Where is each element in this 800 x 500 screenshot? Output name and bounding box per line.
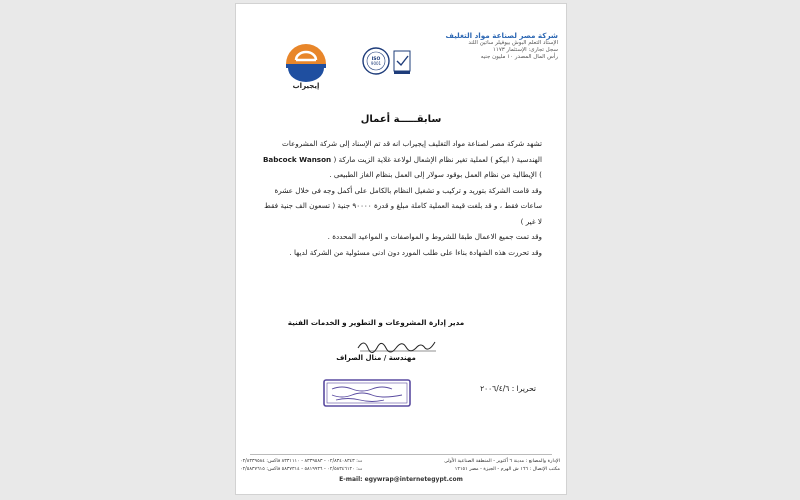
capital: رأس المال المصدر ١٠ مليون جنيه — [480, 54, 558, 60]
egywrap-logo-icon — [280, 40, 332, 84]
footer-divider — [250, 454, 552, 455]
paragraph-compliance: وقد تمت جميع الاعمال طبقا للشروط و المواصفات و المواعيد المحددة . — [327, 232, 542, 241]
footer-address — [440, 458, 560, 474]
footer-phones-1: ت: ٠٢/٨٣٤٠٨٣٤٣ - ٨٣٣٩٥٨٣ - ٨٣٣١١١٠ فاكس: ٠٢/٨٣٣٩٥٨٤ — [240, 459, 363, 464]
paragraph-installation: وقد قامت الشركة بتوريد و تركيب و تشغيل النظام بالكامل على أكمل وجه فى خلال عشرة ساعات فقط ، و قد بلغت قيمة العملية كاملة مبلغ و قدرة ٩٠٠٠٠ جنية ( تسعون الف جنية فقط لا غير ) — [264, 185, 542, 226]
paragraph-intro-end: ) الإيطالية من نظام العمل بوقود سولار إلى العمل بنظام الغاز الطبيعى . — [329, 170, 542, 179]
footer-phones — [240, 458, 430, 474]
company-tagline: الإستاد التعلم البوش بيوفيلر ساتين اللند — [468, 40, 558, 46]
svg-text:9001: 9001 — [370, 61, 382, 66]
iso-certification-icon — [362, 44, 414, 78]
brand-name: Babcock Wanson — [262, 154, 332, 164]
document-page — [236, 4, 566, 494]
svg-text:ISO: ISO — [371, 57, 381, 62]
company-stamp-icon — [322, 378, 412, 408]
company-name: شركة مصر لصناعة مواد التغليف — [445, 31, 558, 40]
signatory-name: مهندسة / منال الصراف — [336, 354, 416, 362]
issue-date: تحريرا : ٢٠٠٦/٤/٦ — [480, 384, 536, 393]
paragraph-intro — [260, 136, 542, 183]
footer-address-2: مكتب الإتصال : ١٦٦ ش الهرم - الجيزة - مصر ١٢١٥١ — [454, 467, 560, 472]
document-title: سابقـــــة أعمال — [360, 114, 442, 125]
paragraph-intro-text: تشهد شركة مصر لصناعة مواد التغليف إيجيراب انه قد تم الإسناد إلى شركة المشروعات الهندسية ( ابيكو ) لعملية تغير نظام الإشعال لولاعة غلاية الزيت ماركة ( — [282, 139, 542, 164]
footer-address-1: الإدارة والمصانع : مدينة ٦ أكتوبر - المنطقة الصناعية الأولى — [444, 459, 560, 464]
logo-text: إيجيراب — [292, 82, 320, 90]
paragraph-disclaimer: وقد تحررت هذه الشهادة بناءا على طلب المورد دون ادنى مسئولية من الشركة لديها . — [289, 247, 542, 257]
footer-phones-2: ت: ٠٢/٥٨٣٤٦١٢٠ - ٥٨١٩٩٣٦ - ٥٨٣٧٣١٤ فاكس: ٠٢/٥٨٣٧٦١٥ — [240, 467, 363, 472]
handwritten-signature — [354, 336, 444, 356]
company-header — [428, 32, 558, 61]
commercial-register: سجل تجارى: الإستثمار ١١٧٣ — [492, 47, 558, 53]
certificate-body — [260, 136, 542, 260]
signatory-title: مدير إدارة المشروعات و التطوير و الخدمات الفنية — [287, 318, 465, 327]
footer-email: E-mail: egywrap@internetegypt.com — [339, 476, 463, 483]
